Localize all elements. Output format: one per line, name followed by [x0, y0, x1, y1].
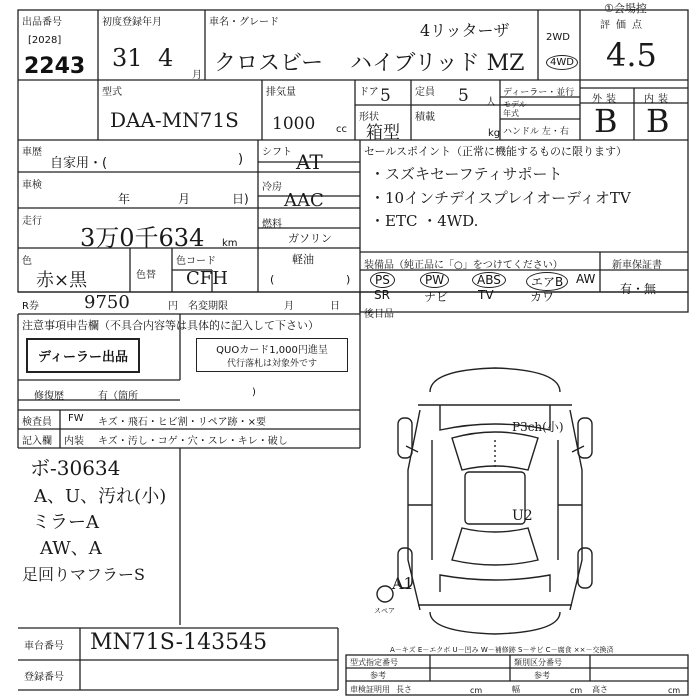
aircon-label: 冷房: [262, 182, 282, 193]
door-value: 5: [380, 86, 391, 106]
height-label: 高さ: [592, 685, 608, 694]
make-grade-label: 車名・グレード: [209, 17, 279, 28]
color-change-label: 色替: [136, 270, 156, 281]
notice-label: 注意事項申告欄（不具合内容等は具体的に記入して下さい）: [22, 319, 319, 332]
sales-point-3: ・ETC ・4WD.: [370, 212, 479, 230]
mileage-label: 走行: [22, 216, 42, 227]
equipment-label: 装備品（純正品に「○」をつけてください）: [364, 260, 563, 271]
inspection-note-2: A、U、汚れ(小): [34, 486, 167, 507]
history-close: ): [238, 152, 244, 167]
damage-mark-front: P3ch(小): [512, 420, 564, 434]
aircon-value: AAC: [284, 190, 324, 211]
entry-label: 記入欄: [22, 436, 52, 447]
equip-sr: SR: [374, 288, 390, 302]
inspection-note-1: ボ-30634: [30, 456, 121, 480]
quo-card-line2: 代行落札は対象外です: [226, 359, 317, 369]
repair-history-label: 修復歴: [34, 391, 64, 402]
damage-mark-middle: U2: [512, 508, 533, 524]
registration-year: 31: [112, 44, 143, 72]
kg-unit: kg: [488, 128, 501, 139]
fuel-close: ): [346, 273, 351, 286]
history-value: 自家用・(: [50, 156, 108, 171]
sales-point-1: ・スズキセーフティサポート: [370, 165, 563, 183]
exterior-grade: B: [594, 102, 618, 140]
equip-leather: カワ: [530, 290, 555, 304]
chassis-number: MN71S-143545: [90, 630, 268, 655]
sales-point-2: ・10インチデイスプレイオーディオTV: [370, 189, 631, 207]
repair-history-close: ): [252, 387, 256, 398]
length-label: 長さ: [396, 685, 412, 694]
dealer-listing-stamp: ディーラー出品: [26, 338, 140, 373]
car-name: クロスビー: [214, 51, 324, 76]
inspection-note-4: AW、A: [40, 538, 102, 559]
equip-navi: ナビ: [424, 290, 449, 304]
class-number-label: 類別区分番号: [514, 658, 562, 667]
warranty-value: 有・無: [620, 282, 657, 296]
score-label: 評価点: [600, 20, 648, 31]
interior-label: 内装: [644, 94, 672, 105]
lot-number-label: 出品番号: [22, 17, 62, 28]
door-label: ドア: [359, 87, 379, 98]
lot-code: [2028]: [28, 35, 62, 46]
displacement-value: 1000: [272, 114, 316, 134]
shift-label: シフト: [262, 147, 292, 158]
width-cm: cm: [570, 686, 583, 695]
capacity-label: 定員: [415, 87, 435, 98]
equip-aw: AW: [576, 272, 596, 286]
model-year-label: モデル年式: [503, 100, 527, 118]
equip-tv: TV: [478, 288, 494, 302]
inspection-day: 日): [232, 192, 249, 206]
month-unit: 月: [192, 70, 202, 81]
inspection-label: 車検: [22, 180, 42, 191]
inspection-note-3: ミラーA: [32, 512, 99, 533]
inspection-note-5: 足回りマフラーS: [22, 565, 145, 584]
mileage-value: 3万0千634: [80, 224, 205, 252]
cc-unit: cc: [336, 124, 347, 135]
registration-month: 4: [158, 44, 174, 72]
fuel-gasoline: ガソリン: [288, 232, 332, 245]
fw-label: FW: [68, 413, 84, 424]
warranty-label: 新車保証書: [612, 260, 662, 271]
grade-note: 4リッターザ: [420, 21, 510, 40]
history-label: 車歴: [22, 147, 42, 158]
model-value: DAA-MN71S: [110, 108, 239, 132]
recycle-value: 9750: [84, 292, 130, 313]
venue-copy-label: ①会場控: [604, 2, 647, 15]
capacity-value: 5: [458, 86, 469, 106]
first-registration-label: 初度登録年月: [102, 17, 162, 28]
shape-value: 箱型: [366, 123, 400, 143]
interior-grade: B: [646, 102, 670, 140]
exterior-checklist: キズ・飛石・ヒビ割・リペア跡・×要: [98, 417, 266, 428]
load-label: 積載: [415, 112, 435, 123]
km-unit: km: [222, 238, 238, 249]
color-label: 色: [22, 256, 32, 267]
exterior-label: 外装: [592, 94, 620, 105]
shift-value: AT: [296, 150, 323, 174]
quo-card-line1: QUOカード1,000円進呈: [216, 345, 328, 356]
accessories-label: 後目品: [364, 309, 394, 320]
interior-checklist: キズ・汚し・コゲ・穴・スレ・キレ・破し: [98, 436, 288, 447]
displacement-label: 排気量: [266, 87, 296, 98]
inspector-label: 検査員: [22, 417, 52, 428]
transfer-month: 月: [284, 301, 294, 312]
score-value: 4.5: [606, 36, 657, 74]
capacity-unit: 人: [486, 97, 496, 108]
transfer-deadline-label: 名変期限: [188, 301, 228, 312]
fuel-open: (: [270, 273, 275, 286]
recycle-label: R券: [22, 301, 39, 312]
height-cm: cm: [668, 686, 681, 695]
repair-history-value: 有（箇所: [98, 391, 138, 402]
shape-label: 形状: [359, 112, 379, 123]
handle-label: ハンドル 左・右: [503, 127, 569, 137]
type-reference: 参考: [370, 671, 386, 680]
damage-legend: A－キズ E－エクボ U－凹み W－補修跡 S－サビ C－腐食 ××－交換済: [390, 646, 614, 654]
fuel-label: 燃料: [262, 219, 282, 230]
car-grade: ハイブリッド MZ: [350, 51, 525, 76]
spare-label: スペア: [374, 607, 395, 615]
transfer-day: 日: [330, 301, 340, 312]
lot-number: 2243: [24, 54, 86, 79]
damage-mark-rear: A1: [392, 574, 414, 593]
color-value: 赤×黒: [36, 270, 88, 291]
drive-4wd-circled: 4WD: [546, 55, 578, 70]
registration-number-label: 登録番号: [24, 672, 64, 683]
inspection-year: 年: [118, 192, 131, 206]
equip-ps: PS: [370, 272, 395, 288]
drive-2wd: 2WD: [546, 32, 570, 43]
interior-label-small: 内装: [64, 436, 84, 447]
fuel-diesel: 軽油: [292, 253, 314, 266]
certificate-label: 車検証明用: [350, 685, 390, 694]
chassis-label: 車台番号: [24, 641, 64, 652]
type-designation-label: 型式指定番号: [350, 658, 398, 667]
equip-pw: PW: [420, 272, 449, 288]
color-code-value: CFH: [186, 268, 228, 289]
equip-airbag: エアB: [526, 272, 568, 291]
length-cm: cm: [470, 686, 483, 695]
sales-points-label: セールスポイント（正常に機能するものに限ります）: [364, 145, 628, 158]
width-label: 幅: [512, 685, 520, 694]
equip-abs: ABS: [472, 272, 506, 288]
color-code-label: 色コード: [176, 256, 216, 267]
model-label: 型式: [102, 87, 122, 98]
yen-unit: 円: [168, 301, 178, 312]
class-reference: 参考: [534, 671, 550, 680]
dealer-parallel-label: ディーラー・並行: [503, 88, 575, 98]
inspection-month: 月: [178, 192, 191, 206]
